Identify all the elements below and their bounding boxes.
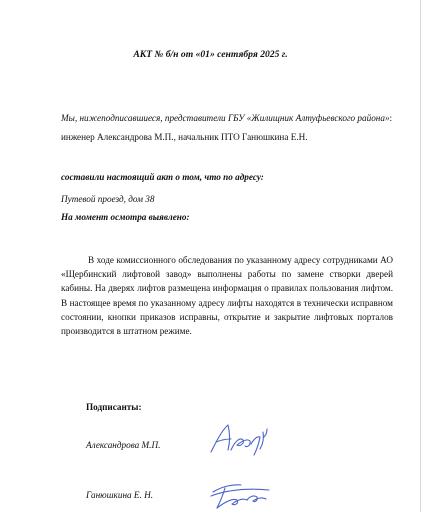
- signer-name-2: Ганюшкина Е. Н.: [86, 490, 154, 500]
- act-title: АКТ № б/н от «01» сентября 2025 г.: [133, 49, 288, 60]
- address-heading: составили настоящий акт о том, что по адресу:: [61, 172, 264, 182]
- address-value: Путевой проезд, дом 38: [61, 194, 155, 204]
- intro-paragraph: [61, 109, 401, 147]
- intro-participants: : инженер Александрова М.П., начальник ПТО Ганюшкина Е.Н.: [61, 113, 393, 142]
- inspection-heading: На момент осмотра выявлено:: [61, 212, 190, 222]
- signers-heading: Подписанты:: [86, 402, 142, 412]
- signature-1-image: [207, 420, 277, 458]
- signer-name-1: Александрова М.П.: [86, 440, 161, 450]
- signature-2-image: [207, 476, 287, 512]
- inspection-text: В ходе комиссионного обследования по указанному адресу сотрудниками АО «Щербинский лифтовой завод» выполнены работы по замене створки дверей кабины. На дверях лифтов размещена информация о правилах пользования лифтом. В настоящее время по указанному адресу лифты находятся в технически исправном состоянии, кнопки приказов исправны, открытие и закрытие лифтовых порталов производится в штатном режиме.: [61, 255, 393, 337]
- intro-representatives: Мы, нижеподписавшиеся, представители ГБУ «Жилищник Алтуфьевского района»: [61, 113, 390, 123]
